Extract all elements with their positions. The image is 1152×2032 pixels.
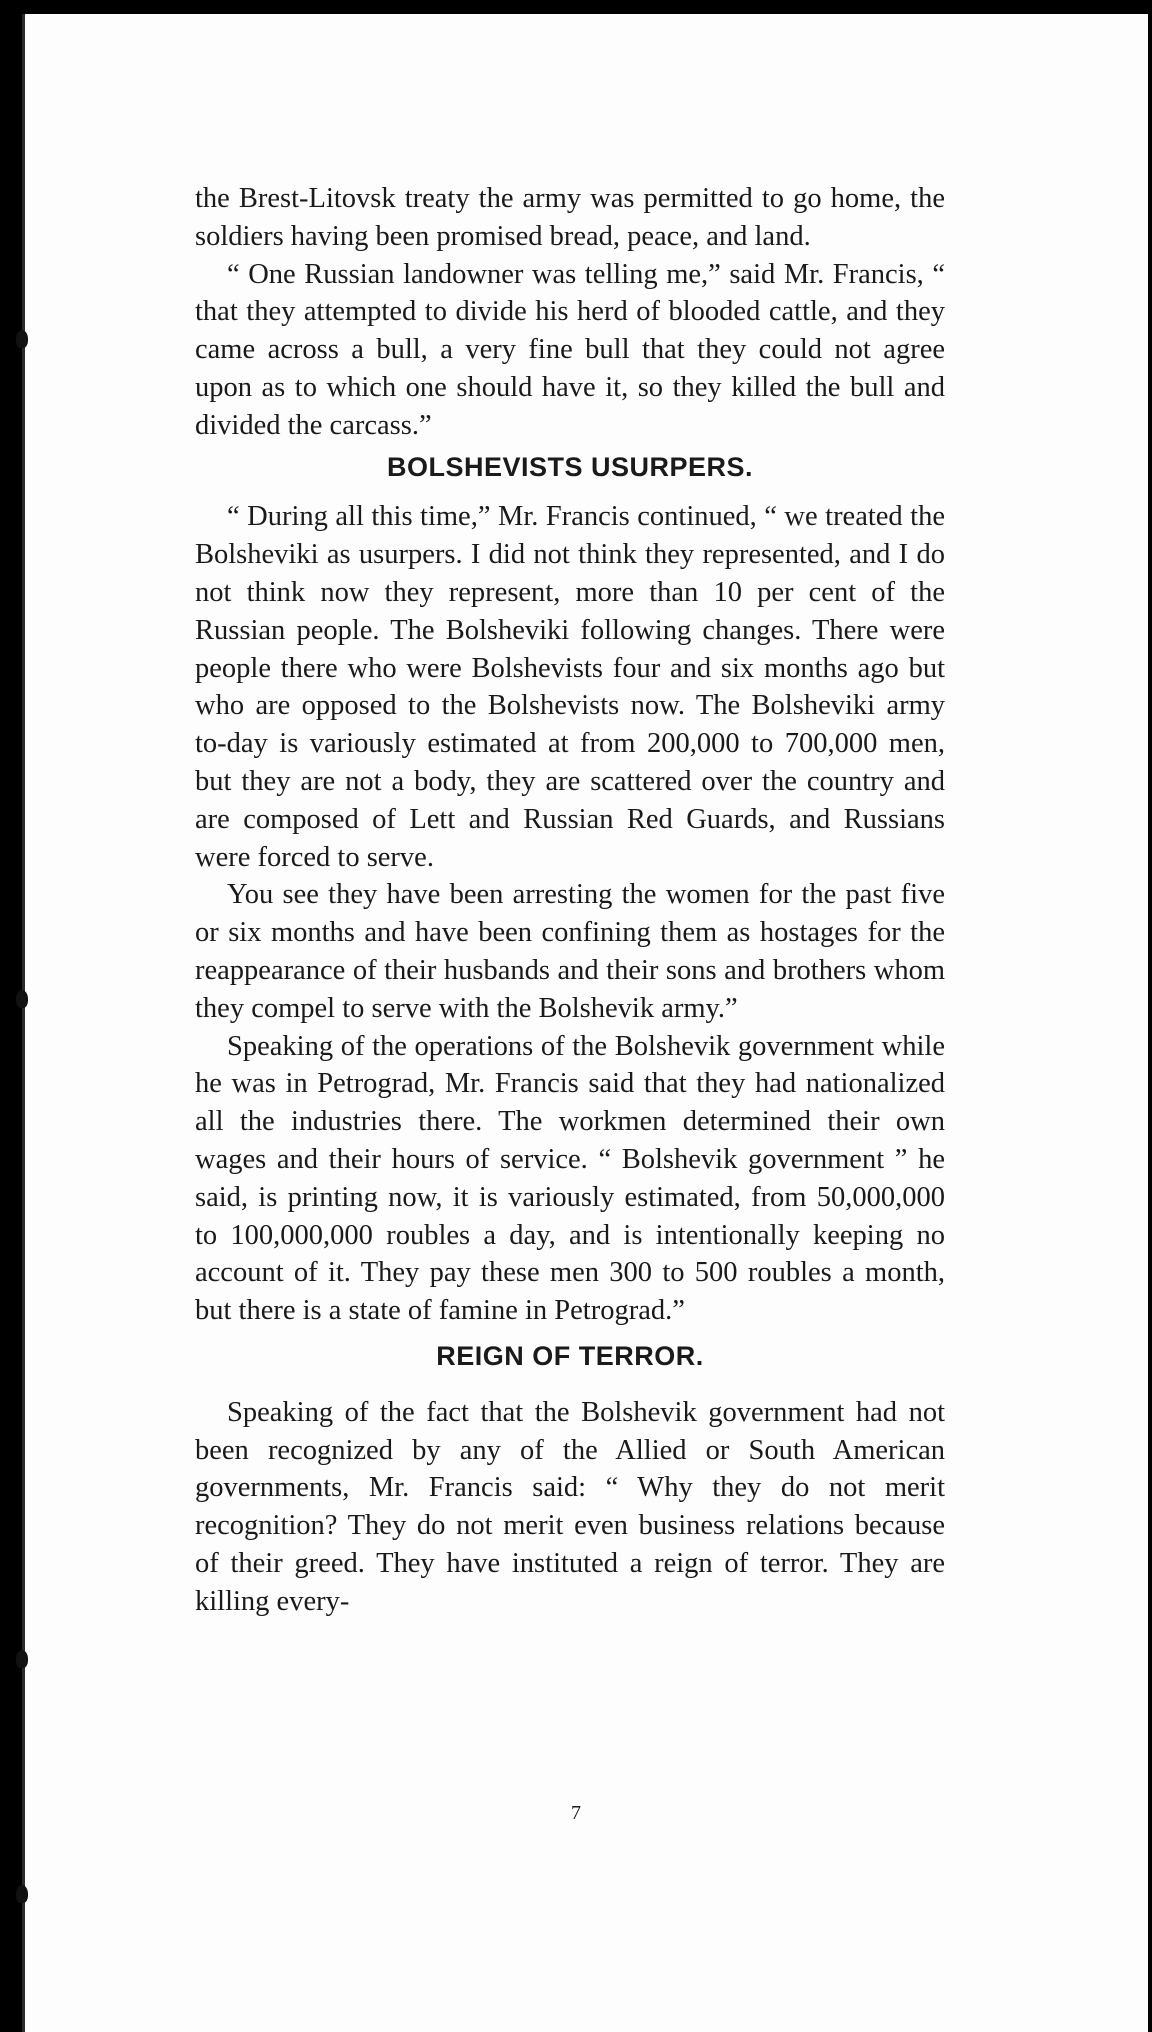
paragraph: Speaking of the operations of the Bolshevik government while he was in Petrograd, Mr. Francis said that they had nationalized all the industries there. The workmen determined their own wages and their hours of service. “ Bolshevik government ” he said, is printing now, it is variously estimated, from 50,000,000 to 100,000,000 roubles a day, and is intentionally keeping no account of it. They pay these men 300 to 500 roubles a month, but there is a state of famine in Petrograd.” <box>195 1030 945 1327</box>
paragraph: the Brest-Litovsk treaty the army was permitted to go home, the soldiers having been promised bread, peace, and land. <box>195 183 945 252</box>
page-number: 7 <box>571 1802 581 1824</box>
paragraph: You see they have been arresting the women for the past five or six months and have been confining them as hostages for the reappearance of their husbands and their sons and brothers whom they compel to serve with the Bolshevik army.” <box>195 879 945 1024</box>
paragraph: “ One Russian landowner was telling me,” said Mr. Francis, “ that they attempted to divide his herd of blooded cattle, and they came across a bull, a very fine bull that they could not agree upon as to which one should have it, so they killed the bull and divided the carcass.” <box>195 258 945 441</box>
binding-mark <box>16 1650 28 1668</box>
body-text <box>195 180 945 1620</box>
section-heading: REIGN OF TERROR. <box>436 1340 704 1371</box>
paragraph: Speaking of the fact that the Bolshevik government had not been recognized by any of the Allied or South American governments, Mr. Francis said: “ Why they do not merit recognition? They do not merit even business relations because of their greed. They have instituted a reign of terror. They are killing every- <box>195 1396 945 1617</box>
binding-mark <box>16 990 28 1008</box>
binding-mark <box>16 330 28 348</box>
binding-edge <box>22 14 25 2032</box>
paragraph: “ During all this time,” Mr. Francis continued, “ we treated the Bolsheviki as usurpers. I did not think they represented, and I do not think now they represent, more than 10 per cent of the Russian people. The Bolsheviki following changes. There were people there who were Bolshevists four and six months ago but who are opposed to the Bolshevists now. The Bolsheviki army to-day is variously estimated at from 200,000 to 700,000 men, but they are not a body, they are scattered over the country and are composed of Lett and Russian Red Guards, and Russians were forced to serve. <box>195 501 945 873</box>
binding-mark <box>16 1885 28 1903</box>
section-heading: BOLSHEVISTS USURPERS. <box>386 451 754 482</box>
